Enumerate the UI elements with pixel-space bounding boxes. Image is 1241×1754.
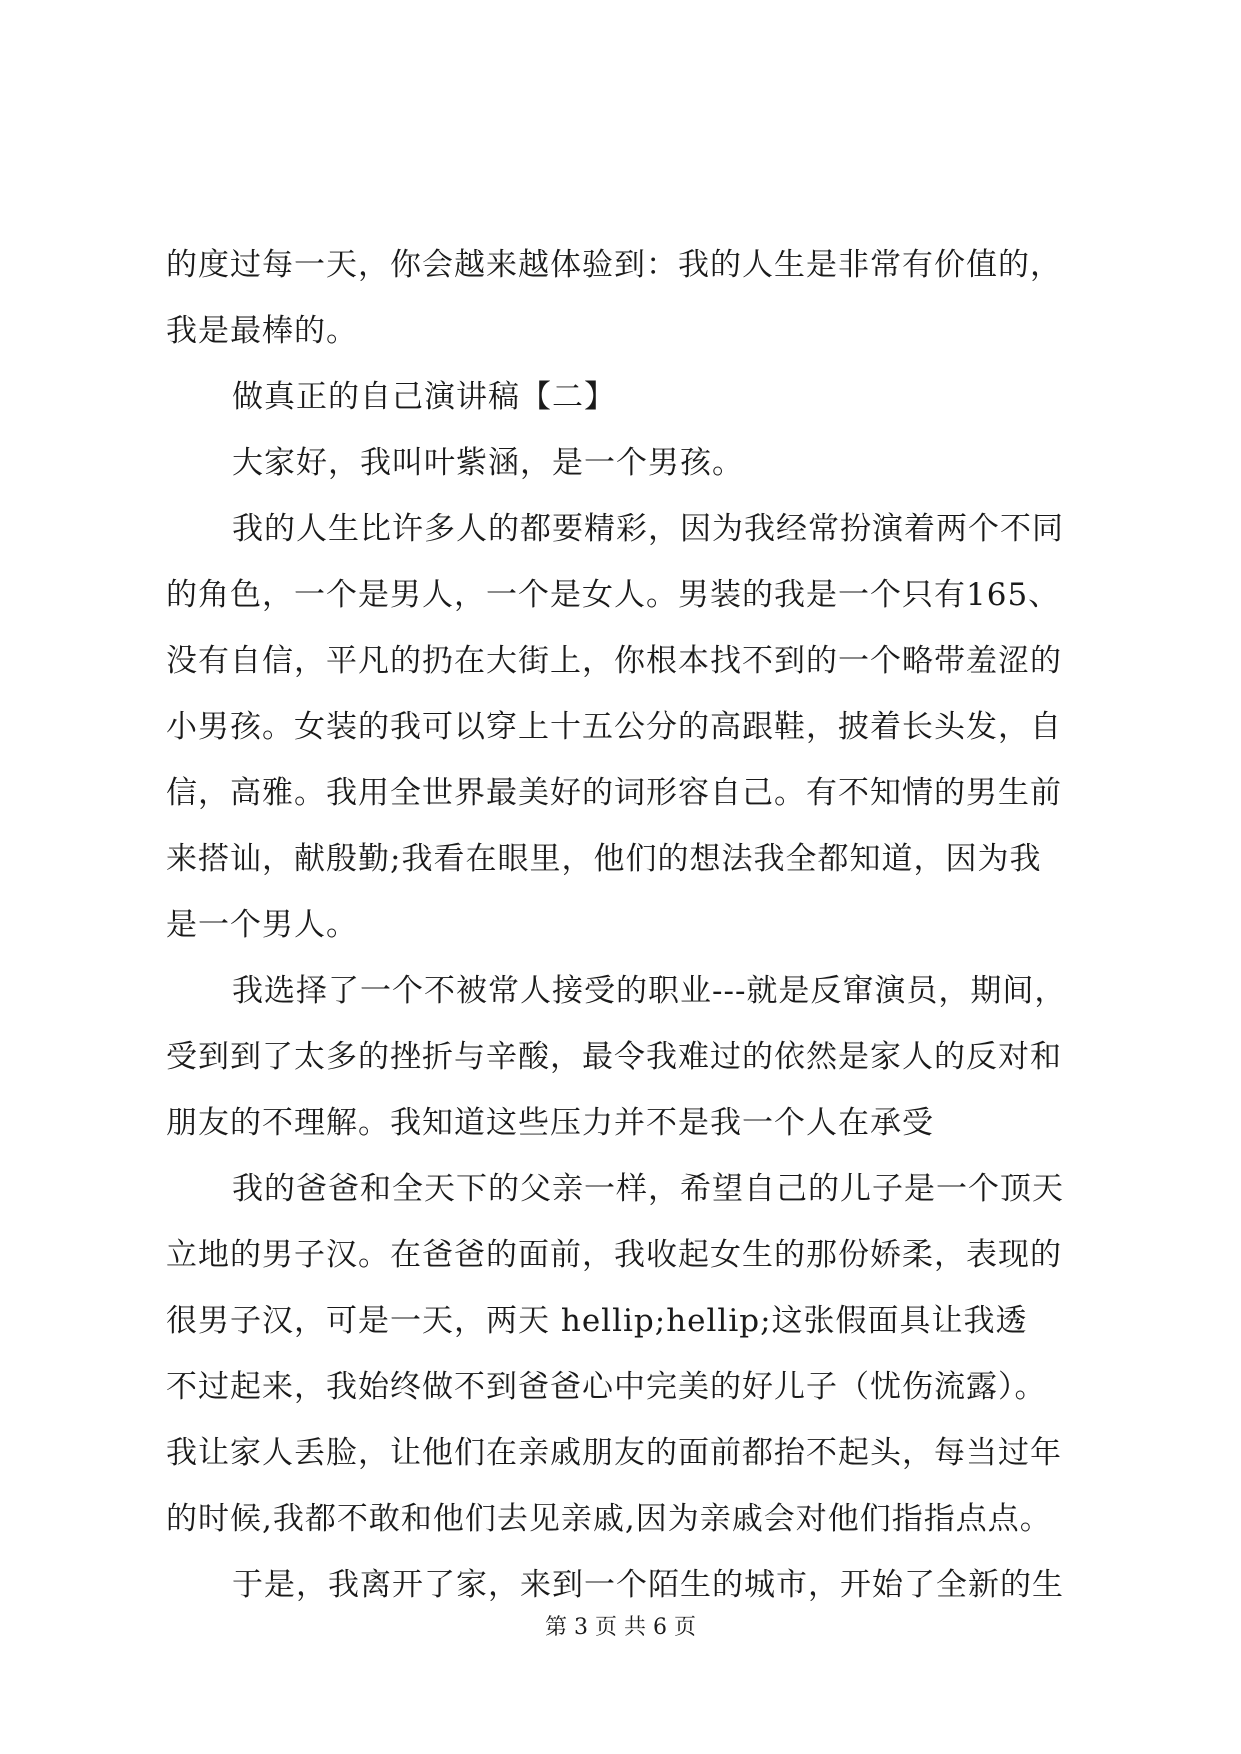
text-line: 小男孩。女装的我可以穿上十五公分的高跟鞋，披着长头发，自 [166, 709, 1062, 745]
document-body [166, 232, 1081, 1618]
text-line: 立地的男子汉。在爸爸的面前，我收起女生的那份娇柔，表现的 [166, 1237, 1062, 1273]
text-line: 没有自信，平凡的扔在大街上，你根本找不到的一个略带羞涩的 [166, 643, 1062, 679]
text-line: 的度过每一天，你会越来越体验到：我的人生是非常有价值的， [166, 247, 1062, 283]
text-line: 我是最棒的。 [166, 313, 358, 349]
text-line: 的时候,我都不敢和他们去见亲戚,因为亲戚会对他们指指点点。 [166, 1501, 1052, 1537]
text-line: 我让家人丢脸，让他们在亲戚朋友的面前都抬不起头，每当过年 [166, 1435, 1062, 1471]
text-line: 朋友的不理解。我知道这些压力并不是我一个人在承受 [166, 1105, 934, 1141]
text-line: 来搭讪，献殷勤;我看在眼里，他们的想法我全都知道，因为我 [166, 841, 1042, 877]
text-line: 是一个男人。 [166, 907, 358, 943]
text-line: 很男子汉，可是一天，两天 hellip;hellip;这张假面具让我透 [166, 1303, 1028, 1339]
text-line: 大家好，我叫叶紫涵，是一个男孩。 [232, 445, 744, 481]
text-line: 我选择了一个不被常人接受的职业---就是反窜演员，期间， [232, 973, 1067, 1009]
text-line: 不过起来，我始终做不到爸爸心中完美的好儿子（忧伤流露）。 [166, 1369, 1047, 1405]
text-line: 于是，我离开了家，来到一个陌生的城市，开始了全新的生 [232, 1567, 1064, 1603]
text-line: 我的人生比许多人的都要精彩，因为我经常扮演着两个不同 [232, 511, 1064, 547]
text-line: 信，高雅。我用全世界最美好的词形容自己。有不知情的男生前 [166, 775, 1062, 811]
page-number-footer: 第 3 页 共 6 页 [545, 1615, 696, 1640]
text-line: 的角色，一个是男人，一个是女人。男装的我是一个只有165、 [166, 577, 1061, 613]
text-line: 受到到了太多的挫折与辛酸，最令我难过的依然是家人的反对和 [166, 1039, 1062, 1075]
section-heading: 做真正的自己演讲稿【二】 [232, 379, 616, 415]
text-line: 我的爸爸和全天下的父亲一样，希望自己的儿子是一个顶天 [232, 1171, 1064, 1207]
